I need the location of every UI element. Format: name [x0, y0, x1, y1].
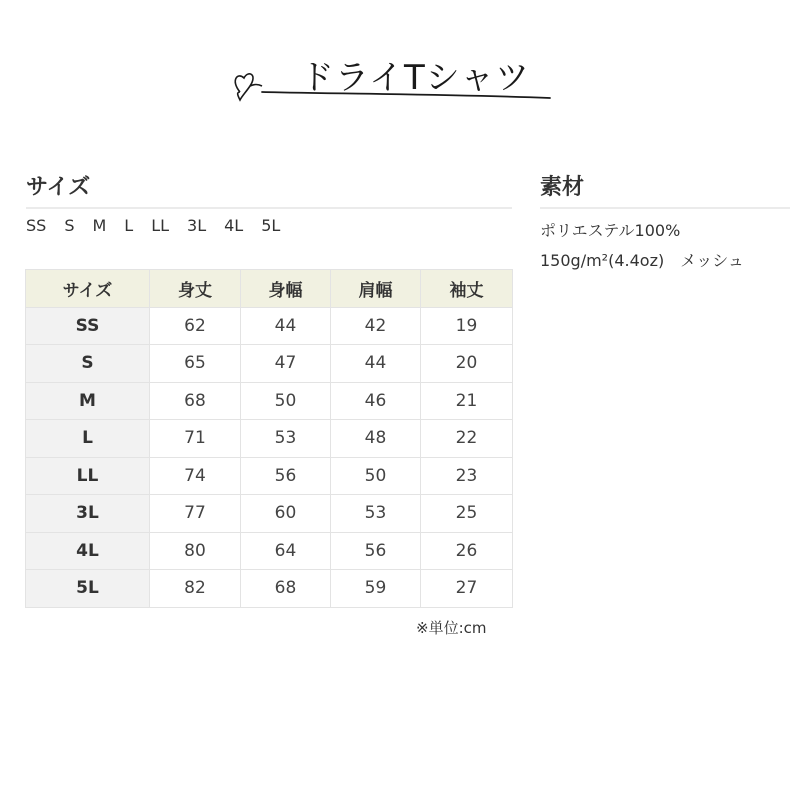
table-row: [26, 495, 513, 533]
table-cell: 71: [150, 420, 241, 458]
size-option: LL: [151, 216, 170, 235]
table-cell: 21: [421, 382, 513, 420]
table-row: [26, 532, 513, 570]
table-cell: 56: [331, 532, 421, 570]
col-header-size: サイズ: [26, 270, 150, 308]
table-cell: 50: [241, 382, 331, 420]
table-cell: 64: [241, 532, 331, 570]
size-option: S: [64, 216, 75, 235]
table-cell: 82: [150, 570, 241, 608]
size-option: 5L: [261, 216, 281, 235]
table-cell: 23: [421, 457, 513, 495]
size-option: M: [92, 216, 107, 235]
row-size-label: LL: [26, 457, 150, 495]
row-size-label: M: [26, 382, 150, 420]
table-cell: 80: [150, 532, 241, 570]
col-header-body-length: 身丈: [150, 270, 241, 308]
material-fiber: ポリエステル100%: [540, 221, 681, 240]
table-row: [26, 382, 513, 420]
table-cell: 26: [421, 532, 513, 570]
table-cell: 46: [331, 382, 421, 420]
table-cell: 77: [150, 495, 241, 533]
size-option: 3L: [187, 216, 207, 235]
table-cell: 47: [241, 345, 331, 383]
material-weight: 150g/m²(4.4oz) メッシュ: [540, 251, 744, 270]
row-size-label: 5L: [26, 570, 150, 608]
table-row: [26, 420, 513, 458]
title-block: [228, 40, 558, 110]
table-row: [26, 345, 513, 383]
table-cell: 42: [331, 307, 421, 345]
size-list: [26, 216, 298, 235]
table-cell: 62: [150, 307, 241, 345]
size-option: SS: [26, 216, 47, 235]
table-cell: 50: [331, 457, 421, 495]
size-option: L: [124, 216, 134, 235]
col-header-shoulder-width: 肩幅: [331, 270, 421, 308]
table-row: [26, 570, 513, 608]
table-row: [26, 457, 513, 495]
table-cell: 22: [421, 420, 513, 458]
size-option: 4L: [224, 216, 244, 235]
table-cell: 19: [421, 307, 513, 345]
table-cell: 74: [150, 457, 241, 495]
material-info: [540, 216, 744, 276]
unit-note: ※単位:cm: [416, 619, 487, 637]
table-cell: 60: [241, 495, 331, 533]
col-header-sleeve-length: 袖丈: [421, 270, 513, 308]
table-cell: 20: [421, 345, 513, 383]
table-cell: 53: [331, 495, 421, 533]
table-cell: 68: [241, 570, 331, 608]
table-row: [26, 307, 513, 345]
table-cell: 53: [241, 420, 331, 458]
row-size-label: L: [26, 420, 150, 458]
table-header-row: [26, 270, 513, 308]
col-header-body-width: 身幅: [241, 270, 331, 308]
row-size-label: 3L: [26, 495, 150, 533]
table-cell: 65: [150, 345, 241, 383]
table-cell: 48: [331, 420, 421, 458]
row-size-label: 4L: [26, 532, 150, 570]
size-table: [25, 269, 513, 608]
size-heading: サイズ: [26, 170, 512, 209]
table-cell: 44: [331, 345, 421, 383]
row-size-label: SS: [26, 307, 150, 345]
material-heading: 素材: [540, 170, 790, 209]
page-title: ドライTシャツ: [300, 58, 531, 98]
table-cell: 59: [331, 570, 421, 608]
table-cell: 25: [421, 495, 513, 533]
table-cell: 44: [241, 307, 331, 345]
table-cell: 56: [241, 457, 331, 495]
row-size-label: S: [26, 345, 150, 383]
table-cell: 27: [421, 570, 513, 608]
table-cell: 68: [150, 382, 241, 420]
